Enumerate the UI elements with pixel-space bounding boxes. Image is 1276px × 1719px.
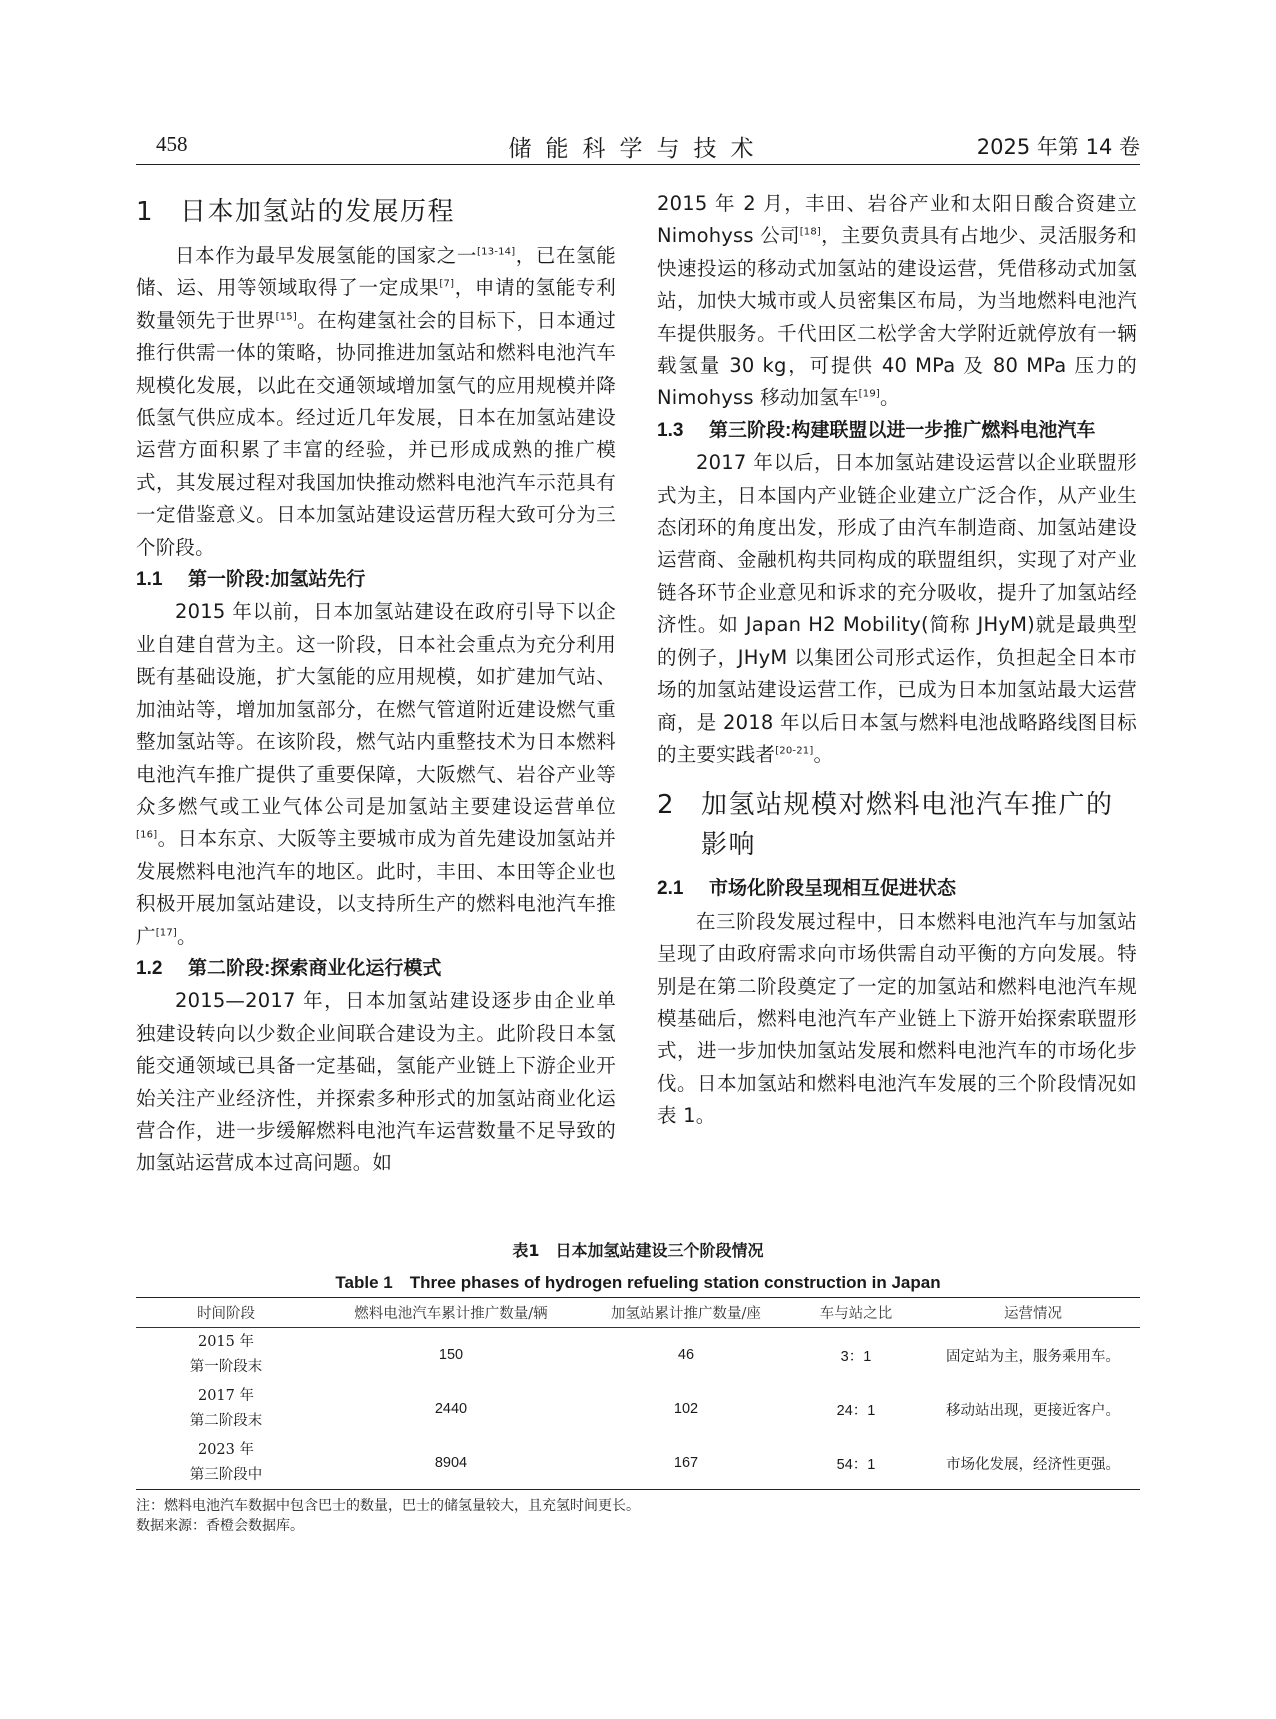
table-cell: 2023 年 第三阶段中	[189, 1442, 263, 1483]
header-rule	[136, 164, 1140, 165]
column-header: 运营情况	[926, 1297, 1140, 1328]
section-1-intro: 日本作为最早发展氢能的国家之一[13-14]，已在氢能储、运、用等领域取得了一定成果[7]，申请的氢能专利数量领先于世界[15]。在构建氢社会的目标下，日本通过推行供需一体的策略，协同推进加氢站和燃料电池汽车规模化发展，以此在交通领域增加氢气的应用规模并降低氢气供应成本。经过近几年发展，日本在加氢站建设运营方面积累了丰富的经验，并已形成成熟的推广模式，其发展过程对我国加快推动燃料电池汽车示范具有一定借鉴意义。日本加氢站建设运营历程大致可分为三个阶段。	[136, 244, 616, 559]
data-table	[136, 1297, 1140, 1490]
table-source: 数据来源：香橙会数据库。	[136, 1518, 304, 1534]
section-2-1-heading: 2.1 市场化阶段呈现相互促进状态	[657, 878, 957, 900]
citation: [7]	[439, 278, 455, 290]
section-1-title: 日本加氢站的发展历程	[180, 197, 456, 227]
table-cell: 150	[438, 1347, 464, 1363]
section-1-2-body-continued: 2015 年 2 月，丰田、岩谷产业和太阳日酸合资建立 Nimohyss 公司[18]，主要负责具有占地少、灵活服务和快速投运的移动式加氢站的建设运营，凭借移动式加氢站，加快大城市或人员密集区布局，为当地燃料电池汽车提供服务。千代田区二松学舍大学附近就停放有一辆载氢量 30 kg，可提供 40 MPa 及 80 MPa 压力的 Nimohyss 移动加氢车[19]。	[657, 192, 1138, 410]
section-2-title: 加氢站规模对燃料电池汽车推广的影响	[701, 790, 1114, 861]
citation: [19]	[858, 388, 880, 400]
section-1-1-body: 2015 年以前，日本加氢站建设在政府引导下以企业自建自营为主。这一阶段，日本社会重点为充分利用既有基础设施，扩大氢能的应用规模，如扩建加气站、加油站等，增加加氢部分，在燃气管道附近建设燃气重整加氢站等。在该阶段，燃气站内重整技术为日本燃料电池汽车推广提供了重要保障，大阪燃气、岩谷产业等众多燃气或工业气体公司是加氢站主要建设运营单位[16]。日本东京、大阪等主要城市成为首先建设加氢站并发展燃料电池汽车的地区。此时，丰田、本田等企业也积极开展加氢站建设，以支持所生产的燃料电池汽车推广[17]。	[136, 600, 616, 948]
table-bottom-rule	[136, 1489, 1140, 1490]
citation: [15]	[275, 311, 297, 323]
table-cell: 3：1	[840, 1348, 872, 1365]
volume-info: 2025 年第 14 卷	[976, 135, 1140, 159]
table-row	[136, 1436, 1140, 1490]
table-cell: 24：1	[836, 1402, 876, 1419]
citation: [20-21]	[775, 745, 814, 757]
section-1-2-body: 2015—2017 年，日本加氢站建设逐步由企业单独建设转向以少数企业间联合建设为主。此阶段日本氢能交通领域已具备一定基础，氢能产业链上下游企业开始关注产业经济性，并探索多种形式的加氢站商业化运营合作，进一步缓解燃料电池汽车运营数量不足导致的加氢站运营成本过高问题。如	[136, 989, 616, 1175]
page-header	[136, 126, 1140, 166]
page-number: 458	[156, 132, 188, 156]
table-cell: 54：1	[836, 1456, 876, 1473]
left-column	[136, 188, 616, 1180]
table-cell: 移动站出现，更接近客户。	[946, 1402, 1120, 1419]
table-cell: 2015 年 第一阶段末	[189, 1334, 263, 1375]
table-cell: 167	[673, 1455, 699, 1471]
section-2-heading: 2 加氢站规模对燃料电池汽车推广的影响	[657, 785, 1137, 865]
citation: [13-14]	[477, 246, 516, 258]
section-1-3-heading: 1.3 第三阶段:构建联盟以进一步推广燃料电池汽车	[657, 419, 1096, 441]
table-row	[136, 1328, 1140, 1383]
section-2-1-body: 在三阶段发展过程中，日本燃料电池汽车与加氢站呈现了由政府需求向市场供需自动平衡的方向发展。特别是在第二阶段奠定了一定的加氢站和燃料电池汽车规模基础后，燃料电池汽车产业链上下游开始探索联盟形式，进一步加快加氢站发展和燃料电池汽车的市场化步伐。日本加氢站和燃料电池汽车发展的三个阶段情况如表 1。	[657, 909, 1137, 1128]
table-cell: 固定站为主，服务乘用车。	[946, 1348, 1120, 1365]
column-header: 燃料电池汽车累计推广数量/辆	[316, 1297, 586, 1328]
table-row	[136, 1382, 1140, 1436]
section-1-heading: 1 日本加氢站的发展历程	[136, 197, 456, 227]
citation: [17]	[155, 927, 178, 939]
table-cell: 8904	[434, 1455, 468, 1471]
table-caption-en: Table 1 Three phases of hydrogen refueling station construction in Japan	[335, 1273, 941, 1292]
table-notes	[136, 1496, 1140, 1536]
right-column	[657, 188, 1137, 1133]
citation: [18]	[799, 226, 822, 238]
section-1-2-heading: 1.2 第二阶段:探索商业化运行模式	[136, 957, 442, 979]
section-1-1-heading: 1.1 第一阶段:加氢站先行	[136, 569, 366, 591]
table-cell: 46	[677, 1347, 695, 1363]
column-header: 车与站之比	[786, 1297, 926, 1328]
column-header: 时间阶段	[136, 1297, 316, 1328]
table-note: 注：燃料电池汽车数据中包含巴士的数量，巴士的储氢量较大，且充氢时间更长。	[136, 1498, 640, 1514]
table-header-row	[136, 1297, 1140, 1328]
table-cell: 市场化发展，经济性更强。	[946, 1456, 1120, 1473]
table-cell: 2017 年 第二阶段末	[189, 1388, 263, 1429]
table-caption-cn: 表1 日本加氢站建设三个阶段情况	[512, 1241, 764, 1260]
section-1-3-body: 2017 年以后，日本加氢站建设运营以企业联盟形式为主，日本国内产业链企业建立广泛合作，从产业生态闭环的角度出发，形成了由汽车制造商、加氢站建设运营商、金融机构共同构成的联盟组织，实现了对产业链各环节企业意见和诉求的充分吸收，提升了加氢站经济性。如 Japan H2 Mobility(简称 JHyM)就是最典型的例子，JHyM 以集团公司形式运作，负担起全日本市场的加氢站建设运营工作，已成为日本加氢站最大运营商，是 2018 年以后日本氢与燃料电池战略路线图目标的主要实践者[20-21]。	[657, 451, 1137, 766]
table-cell: 2440	[434, 1401, 468, 1417]
table-cell: 102	[673, 1401, 699, 1417]
column-header: 加氢站累计推广数量/座	[586, 1297, 786, 1328]
citation: [16]	[136, 829, 158, 841]
journal-title: 储能科学与技术	[508, 136, 768, 162]
